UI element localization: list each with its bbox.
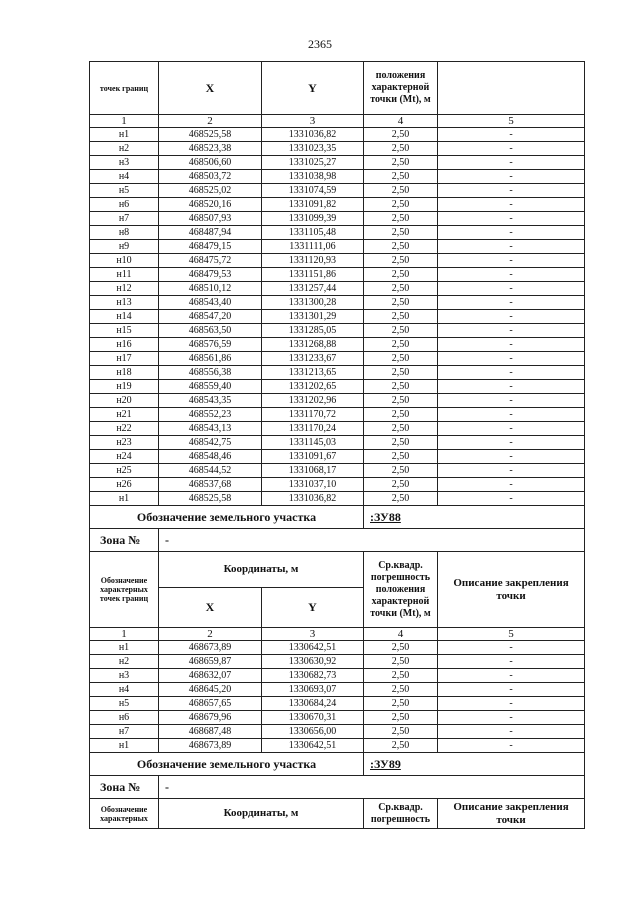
point-id: н16 [90, 338, 159, 352]
x-value: 468507,93 [159, 212, 262, 226]
zone-row-1 [90, 529, 585, 552]
zone-value: - [159, 776, 438, 799]
point-id: н13 [90, 296, 159, 310]
point-id: н3 [90, 156, 159, 170]
y-value: 1331091,67 [262, 450, 364, 464]
y-header: Y [262, 588, 364, 628]
error-value: 2,50 [364, 450, 438, 464]
y-value: 1331037,10 [262, 478, 364, 492]
x-value: 468520,16 [159, 198, 262, 212]
table-row [90, 296, 585, 310]
y-value: 1330630,92 [262, 655, 364, 669]
x-value: 468547,20 [159, 310, 262, 324]
table-row [90, 697, 585, 711]
error-value: 2,50 [364, 683, 438, 697]
description-value: - [438, 156, 585, 170]
point-id: н20 [90, 394, 159, 408]
y-value: 1331111,06 [262, 240, 364, 254]
description-value: - [438, 725, 585, 739]
error-value: 2,50 [364, 422, 438, 436]
error-value: 2,50 [364, 408, 438, 422]
point-id: н19 [90, 380, 159, 394]
error-value: 2,50 [364, 198, 438, 212]
description-value: - [438, 739, 585, 753]
error-value: 2,50 [364, 380, 438, 394]
error-header: Ср.квадр. погрешность положения характерной точки (Mt), м [364, 552, 438, 628]
point-id: н6 [90, 711, 159, 725]
point-id: н2 [90, 142, 159, 156]
description-value: - [438, 366, 585, 380]
table-row [90, 310, 585, 324]
table-row [90, 170, 585, 184]
page-number: 2365 [308, 37, 332, 51]
description-value: - [438, 338, 585, 352]
table1-header-row [90, 62, 585, 115]
y-value: 1330670,31 [262, 711, 364, 725]
table-row [90, 422, 585, 436]
description-value: - [438, 268, 585, 282]
x-value: 468659,87 [159, 655, 262, 669]
y-value: 1331202,65 [262, 380, 364, 394]
table-row [90, 142, 585, 156]
x-value: 468561,86 [159, 352, 262, 366]
x-header: X [159, 62, 262, 115]
error-value: 2,50 [364, 352, 438, 366]
parcel-label: Обозначение земельного участка [90, 753, 364, 776]
parcel-row-1 [90, 506, 585, 529]
table-row [90, 128, 585, 142]
x-value: 468523,38 [159, 142, 262, 156]
y-value: 1330656,00 [262, 725, 364, 739]
point-id: н6 [90, 198, 159, 212]
description-value: - [438, 170, 585, 184]
y-value: 1331036,82 [262, 128, 364, 142]
error-value: 2,50 [364, 492, 438, 506]
x-header: X [159, 588, 262, 628]
y-value: 1330642,51 [262, 641, 364, 655]
error-value: 2,50 [364, 310, 438, 324]
colnum: 4 [364, 115, 438, 128]
y-value: 1331025,27 [262, 156, 364, 170]
coordinates-table [89, 61, 585, 829]
error-value: 2,50 [364, 268, 438, 282]
y-value: 1331091,82 [262, 198, 364, 212]
parcel-row-2 [90, 753, 585, 776]
y-value: 1330684,24 [262, 697, 364, 711]
point-id: н21 [90, 408, 159, 422]
point-id: н23 [90, 436, 159, 450]
error-value: 2,50 [364, 725, 438, 739]
error-value: 2,50 [364, 478, 438, 492]
point-id: н12 [90, 282, 159, 296]
description-header: Описание закрепления точки [438, 799, 585, 829]
table-row [90, 655, 585, 669]
x-value: 468544,52 [159, 464, 262, 478]
x-value: 468479,53 [159, 268, 262, 282]
description-value: - [438, 380, 585, 394]
description-value: - [438, 655, 585, 669]
parcel-code: :ЗУ89 [364, 753, 585, 776]
point-id: н1 [90, 492, 159, 506]
description-value: - [438, 352, 585, 366]
table1-colnum-row [90, 115, 585, 128]
description-value: - [438, 184, 585, 198]
error-value: 2,50 [364, 296, 438, 310]
coords-header: Координаты, м [159, 552, 364, 588]
point-id: н9 [90, 240, 159, 254]
point-id: н10 [90, 254, 159, 268]
y-value: 1331099,39 [262, 212, 364, 226]
point-id: н2 [90, 655, 159, 669]
table3-header-row [90, 799, 585, 829]
table2-header-row-a [90, 552, 585, 588]
colnum: 2 [159, 628, 262, 641]
error-value: 2,50 [364, 739, 438, 753]
y-value: 1331257,44 [262, 282, 364, 296]
y-value: 1331038,98 [262, 170, 364, 184]
table-row [90, 669, 585, 683]
table-row [90, 184, 585, 198]
error-value: 2,50 [364, 324, 438, 338]
description-value: - [438, 408, 585, 422]
error-value: 2,50 [364, 254, 438, 268]
y-header: Y [262, 62, 364, 115]
y-value: 1331301,29 [262, 310, 364, 324]
x-value: 468563,50 [159, 324, 262, 338]
x-value: 468657,65 [159, 697, 262, 711]
description-value: - [438, 394, 585, 408]
table-row [90, 464, 585, 478]
x-value: 468525,02 [159, 184, 262, 198]
point-id: н3 [90, 669, 159, 683]
description-value: - [438, 282, 585, 296]
y-value: 1331145,03 [262, 436, 364, 450]
table-row [90, 683, 585, 697]
error-value: 2,50 [364, 226, 438, 240]
description-value: - [438, 683, 585, 697]
parcel-code: :ЗУ88 [364, 506, 585, 529]
description-value: - [438, 697, 585, 711]
colnum: 4 [364, 628, 438, 641]
point-id: н5 [90, 184, 159, 198]
point-header: точек границ [90, 62, 159, 115]
table-row [90, 198, 585, 212]
x-value: 468479,15 [159, 240, 262, 254]
zone-value: - [159, 529, 438, 552]
description-value: - [438, 240, 585, 254]
point-id: н4 [90, 170, 159, 184]
description-value: - [438, 669, 585, 683]
y-value: 1331068,17 [262, 464, 364, 478]
x-value: 468543,13 [159, 422, 262, 436]
error-value: 2,50 [364, 366, 438, 380]
table-row [90, 212, 585, 226]
point-id: н14 [90, 310, 159, 324]
description-value: - [438, 226, 585, 240]
point-id: н17 [90, 352, 159, 366]
x-value: 468525,58 [159, 492, 262, 506]
error-value: 2,50 [364, 156, 438, 170]
table-row [90, 641, 585, 655]
x-value: 468543,40 [159, 296, 262, 310]
description-value: - [438, 128, 585, 142]
error-value: 2,50 [364, 184, 438, 198]
table-row [90, 338, 585, 352]
point-header: Обозначение характерных точек границ [90, 552, 159, 628]
x-value: 468576,59 [159, 338, 262, 352]
error-value: 2,50 [364, 170, 438, 184]
point-id: н22 [90, 422, 159, 436]
y-value: 1331213,65 [262, 366, 364, 380]
x-value: 468679,96 [159, 711, 262, 725]
y-value: 1331268,88 [262, 338, 364, 352]
description-value: - [438, 422, 585, 436]
x-value: 468475,72 [159, 254, 262, 268]
coords-header: Координаты, м [159, 799, 364, 829]
x-value: 468548,46 [159, 450, 262, 464]
point-id: н1 [90, 739, 159, 753]
table-row [90, 408, 585, 422]
description-value: - [438, 492, 585, 506]
colnum: 3 [262, 115, 364, 128]
y-value: 1331120,93 [262, 254, 364, 268]
description-value: - [438, 436, 585, 450]
point-header: Обозначение характерных [90, 799, 159, 829]
error-value: 2,50 [364, 240, 438, 254]
point-id: н15 [90, 324, 159, 338]
zone-label: Зона № [90, 529, 159, 552]
error-value: 2,50 [364, 436, 438, 450]
error-header: положения характерной точки (Mt), м [364, 62, 438, 115]
point-id: н4 [90, 683, 159, 697]
x-value: 468506,60 [159, 156, 262, 170]
table-row [90, 366, 585, 380]
table-row [90, 492, 585, 506]
table-row [90, 380, 585, 394]
x-value: 468503,72 [159, 170, 262, 184]
zone-label: Зона № [90, 776, 159, 799]
point-id: н7 [90, 725, 159, 739]
y-value: 1331105,48 [262, 226, 364, 240]
colnum: 3 [262, 628, 364, 641]
description-value: - [438, 310, 585, 324]
y-value: 1331023,35 [262, 142, 364, 156]
table-row [90, 394, 585, 408]
x-value: 468673,89 [159, 641, 262, 655]
point-id: н8 [90, 226, 159, 240]
y-value: 1331300,28 [262, 296, 364, 310]
y-value: 1331285,05 [262, 324, 364, 338]
point-id: н5 [90, 697, 159, 711]
description-value: - [438, 254, 585, 268]
table-row [90, 725, 585, 739]
table-row [90, 450, 585, 464]
table-row [90, 226, 585, 240]
table-row [90, 739, 585, 753]
x-value: 468559,40 [159, 380, 262, 394]
table2-colnum-row [90, 628, 585, 641]
description-value: - [438, 324, 585, 338]
error-value: 2,50 [364, 641, 438, 655]
table-row [90, 282, 585, 296]
description-value: - [438, 464, 585, 478]
x-value: 468552,23 [159, 408, 262, 422]
point-id: н7 [90, 212, 159, 226]
y-value: 1331151,86 [262, 268, 364, 282]
table-row [90, 240, 585, 254]
description-value: - [438, 450, 585, 464]
y-value: 1331202,96 [262, 394, 364, 408]
point-id: н18 [90, 366, 159, 380]
zone-row-2 [90, 776, 585, 799]
point-id: н1 [90, 128, 159, 142]
table-row [90, 711, 585, 725]
error-value: 2,50 [364, 669, 438, 683]
description-header [438, 62, 585, 115]
colnum: 5 [438, 628, 585, 641]
point-id: н26 [90, 478, 159, 492]
x-value: 468537,68 [159, 478, 262, 492]
error-value: 2,50 [364, 655, 438, 669]
description-value: - [438, 212, 585, 226]
colnum: 1 [90, 628, 159, 641]
error-value: 2,50 [364, 128, 438, 142]
x-value: 468510,12 [159, 282, 262, 296]
error-value: 2,50 [364, 711, 438, 725]
y-value: 1331036,82 [262, 492, 364, 506]
point-id: н24 [90, 450, 159, 464]
error-value: 2,50 [364, 394, 438, 408]
table-row [90, 478, 585, 492]
error-value: 2,50 [364, 212, 438, 226]
description-value: - [438, 711, 585, 725]
parcel-label: Обозначение земельного участка [90, 506, 364, 529]
colnum: 1 [90, 115, 159, 128]
table-row [90, 156, 585, 170]
table-row [90, 324, 585, 338]
x-value: 468673,89 [159, 739, 262, 753]
error-value: 2,50 [364, 697, 438, 711]
table-row [90, 268, 585, 282]
x-value: 468632,07 [159, 669, 262, 683]
y-value: 1331170,72 [262, 408, 364, 422]
description-value: - [438, 142, 585, 156]
y-value: 1330693,07 [262, 683, 364, 697]
description-value: - [438, 478, 585, 492]
table-row [90, 254, 585, 268]
description-value: - [438, 296, 585, 310]
x-value: 468645,20 [159, 683, 262, 697]
point-id: н11 [90, 268, 159, 282]
error-value: 2,50 [364, 338, 438, 352]
table-row [90, 436, 585, 450]
table-row [90, 352, 585, 366]
colnum: 5 [438, 115, 585, 128]
description-value: - [438, 641, 585, 655]
error-value: 2,50 [364, 282, 438, 296]
y-value: 1331233,67 [262, 352, 364, 366]
error-value: 2,50 [364, 142, 438, 156]
x-value: 468556,38 [159, 366, 262, 380]
x-value: 468525,58 [159, 128, 262, 142]
x-value: 468543,35 [159, 394, 262, 408]
y-value: 1330642,51 [262, 739, 364, 753]
x-value: 468487,94 [159, 226, 262, 240]
colnum: 2 [159, 115, 262, 128]
point-id: н25 [90, 464, 159, 478]
error-value: 2,50 [364, 464, 438, 478]
error-header: Ср.квадр. погрешность [364, 799, 438, 829]
x-value: 468542,75 [159, 436, 262, 450]
x-value: 468687,48 [159, 725, 262, 739]
description-header: Описание закрепления точки [438, 552, 585, 628]
y-value: 1331170,24 [262, 422, 364, 436]
point-id: н1 [90, 641, 159, 655]
y-value: 1331074,59 [262, 184, 364, 198]
description-value: - [438, 198, 585, 212]
y-value: 1330682,73 [262, 669, 364, 683]
